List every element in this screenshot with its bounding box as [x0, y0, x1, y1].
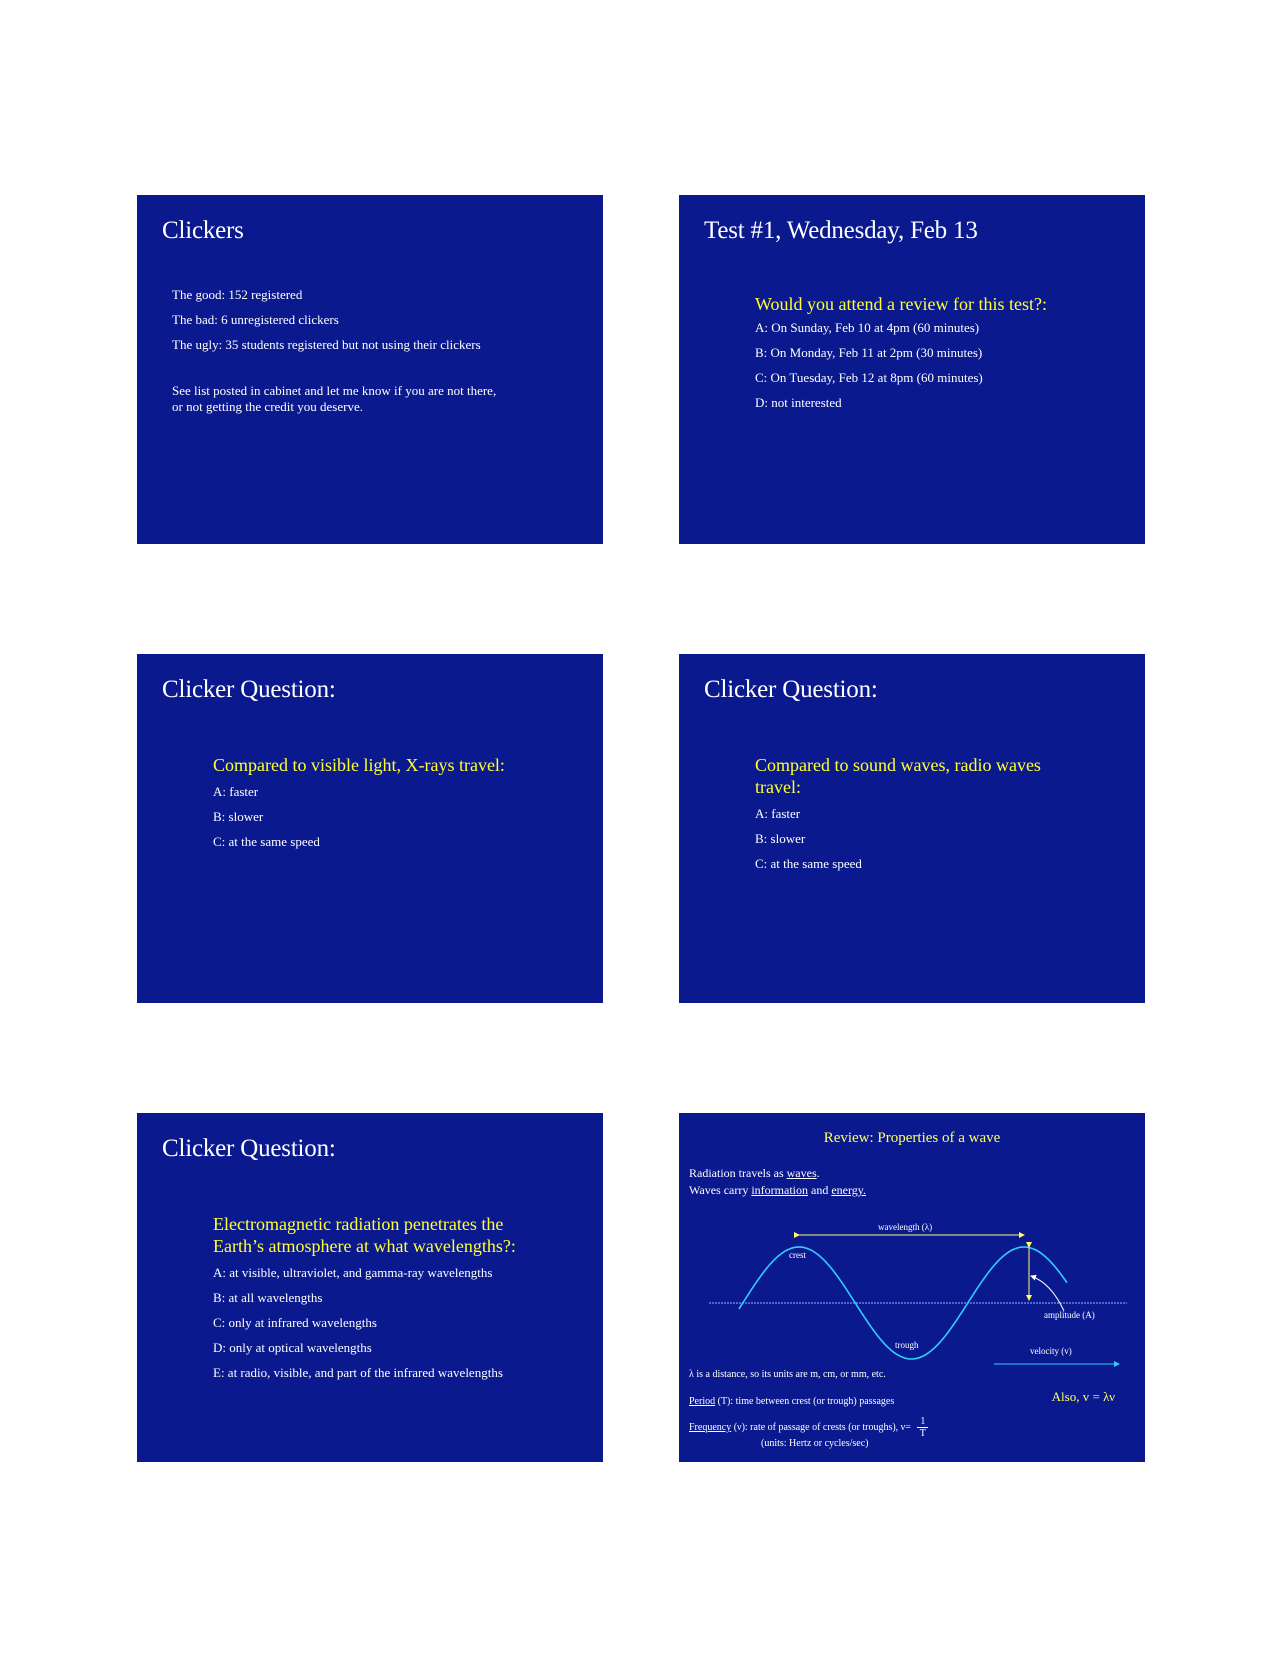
answer-option: E: at radio, visible, and part of the infrared wavelengths	[213, 1365, 503, 1380]
slide-note: See list posted in cabinet and let me know if you are not there, or not getting the credit you deserve.	[172, 383, 497, 414]
answer-option: C: at the same speed	[213, 834, 320, 849]
amplitude-pointer	[1031, 1276, 1064, 1311]
clicker-stats	[172, 282, 481, 357]
frequency-definition	[689, 1416, 928, 1439]
amplitude-label: amplitude (A)	[1044, 1310, 1095, 1320]
slide-title: Clicker Question:	[162, 676, 336, 703]
question-text: Would you attend a review for this test?:	[755, 294, 1047, 314]
slide-title: Test #1, Wednesday, Feb 13	[704, 217, 978, 244]
term-waves: waves	[786, 1166, 817, 1180]
question-block	[755, 293, 1075, 415]
frequency-units: (units: Hertz or cycles/sec)	[761, 1438, 869, 1449]
slide-clickers	[137, 195, 603, 544]
answer-option: C: only at infrared wavelengths	[213, 1315, 377, 1330]
fraction-denominator: T	[919, 1428, 926, 1439]
answer-option: A: On Sunday, Feb 10 at 4pm (60 minutes)	[755, 320, 980, 335]
answer-option: C: On Tuesday, Feb 12 at 8pm (60 minutes)	[755, 370, 983, 385]
slide-title: Clicker Question:	[704, 676, 878, 703]
text-fragment: and	[808, 1183, 832, 1197]
slide-title: Review: Properties of a wave	[823, 1130, 1001, 1146]
answer-option: B: slower	[755, 831, 806, 846]
answer-option: B: at all wavelengths	[213, 1290, 323, 1305]
answer-option: A: at visible, ultraviolet, and gamma-ray wavelengths	[213, 1265, 493, 1280]
slide-clicker-question-radio	[679, 654, 1145, 1003]
text-fragment: (ν): rate of passage of crests (or troughs), ν=	[731, 1421, 914, 1433]
answer-option: A: faster	[755, 806, 801, 821]
slide-wave-review	[679, 1113, 1145, 1462]
answer-option: D: not interested	[755, 395, 842, 410]
slide-title: Clickers	[162, 217, 244, 244]
slide-clicker-question-em	[137, 1113, 603, 1462]
velocity-formula: Also, v = λν	[1051, 1389, 1115, 1404]
fraction	[917, 1416, 928, 1439]
question-block	[213, 1213, 543, 1385]
slide-clicker-question-xrays	[137, 654, 603, 1003]
answer-option: C: at the same speed	[755, 856, 862, 871]
stat-line: The bad: 6 unregistered clickers	[172, 312, 339, 327]
slide-title: Clicker Question:	[162, 1135, 336, 1162]
question-text: Compared to sound waves, radio waves travel:	[755, 755, 1041, 797]
question-block	[755, 754, 1055, 876]
answer-option: B: slower	[213, 809, 264, 824]
fraction-numerator: 1	[917, 1416, 928, 1428]
slide-test-review	[679, 195, 1145, 544]
text-fragment: Waves carry	[689, 1183, 752, 1197]
stat-line: The good: 152 registered	[172, 287, 303, 302]
stat-line: The ugly: 35 students registered but not using their clickers	[172, 337, 481, 352]
term-information: information	[751, 1183, 808, 1197]
text-fragment: Radiation travels as	[689, 1166, 787, 1180]
term-period: Period	[689, 1396, 716, 1407]
answer-option: A: faster	[213, 784, 259, 799]
trough-label: trough	[895, 1340, 919, 1350]
question-text: Compared to visible light, X-rays travel:	[213, 755, 505, 775]
wavelength-label: wavelength (λ)	[878, 1222, 933, 1232]
velocity-label: velocity (v)	[1030, 1346, 1072, 1356]
text-fragment: (T): time between crest (or trough) passages	[715, 1396, 895, 1407]
question-block	[213, 754, 533, 854]
crest-label: crest	[789, 1250, 806, 1260]
term-energy: energy.	[831, 1183, 866, 1197]
wave-diagram	[679, 1113, 1145, 1462]
text-fragment: .	[816, 1166, 820, 1180]
term-frequency: Frequency	[689, 1421, 732, 1433]
question-text: Electromagnetic radiation penetrates the Earth’s atmosphere at what wavelengths?:	[213, 1214, 516, 1256]
period-definition	[689, 1396, 894, 1407]
answer-option: B: On Monday, Feb 11 at 2pm (30 minutes)	[755, 345, 983, 360]
lambda-note: λ is a distance, so its units are m, cm, or mm, etc.	[689, 1369, 886, 1380]
answer-option: D: only at optical wavelengths	[213, 1340, 372, 1355]
